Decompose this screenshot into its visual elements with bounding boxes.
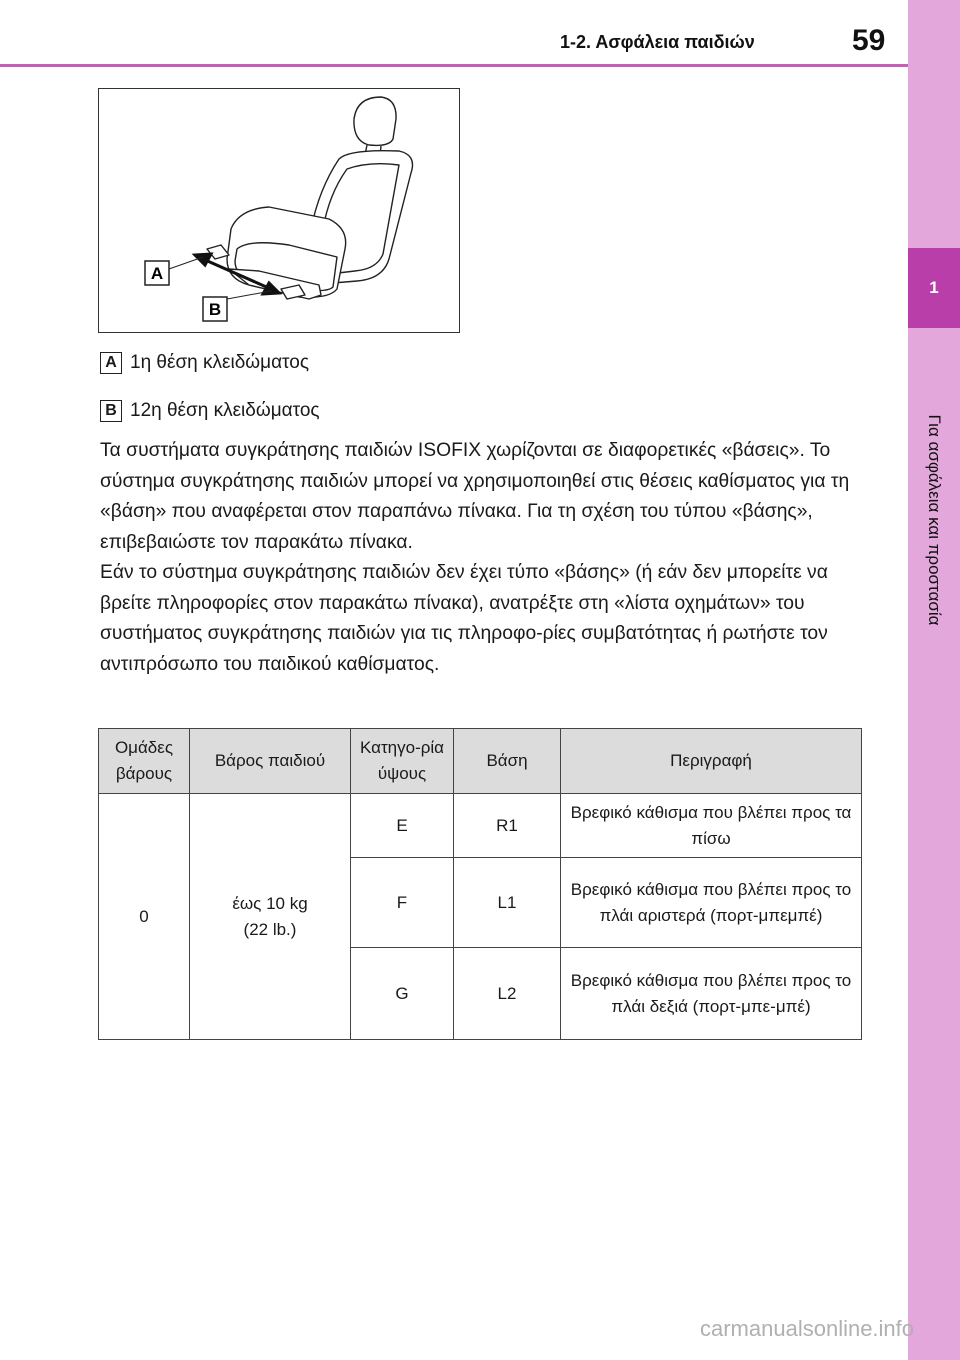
fixture-cell: L1 bbox=[454, 858, 561, 948]
callout-label-b: B bbox=[208, 300, 222, 319]
chapter-number: 1 bbox=[908, 248, 960, 328]
height-category-cell: F bbox=[351, 858, 454, 948]
child-weight-cell bbox=[190, 794, 351, 1040]
description-cell: Βρεφικό κάθισμα που βλέπει προς το πλάι δεξιά (πορτ-μπε-μπέ) bbox=[561, 948, 862, 1040]
headrest bbox=[354, 97, 396, 145]
legend-item-b bbox=[100, 400, 320, 422]
paragraph: Τα συστήματα συγκράτησης παιδιών ISOFIX χωρίζονται σε διαφορετικές «βάσεις». Το σύστημα συγκράτησης παιδιών μπορεί να χρησιμοποιηθεί στις θέσεις καθίσματος για τη «βάση» που αναφέρεται στον παραπάνω πίνακα. Για τη σχέση του τύπου «βάσης», επιβεβαιώστε τον παρακάτω πίνακα. bbox=[100, 440, 850, 553]
child-weight-line: (22 lb.) bbox=[243, 919, 297, 939]
callout-line-a bbox=[169, 257, 203, 269]
description-cell: Βρεφικό κάθισμα που βλέπει προς τα πίσω bbox=[561, 794, 862, 858]
table-header-row bbox=[99, 729, 862, 794]
fixture-cell: R1 bbox=[454, 794, 561, 858]
side-tab bbox=[908, 0, 960, 1360]
legend-key-a: A bbox=[100, 352, 122, 374]
section-title: 1-2. Ασφάλεια παιδιών bbox=[560, 32, 755, 52]
table-row bbox=[99, 794, 862, 858]
column-header: Περιγραφή bbox=[561, 729, 862, 794]
page-number: 59 bbox=[852, 24, 886, 57]
watermark: carmanualsonline.info bbox=[700, 1316, 915, 1341]
legend-text-b: 12η θέση κλειδώματος bbox=[130, 400, 320, 421]
callout-label-a: A bbox=[150, 264, 164, 283]
legend-item-a bbox=[100, 352, 309, 374]
header-rule bbox=[0, 64, 908, 67]
description-cell: Βρεφικό κάθισμα που βλέπει προς το πλάι αριστερά (πορτ-μπεμπέ) bbox=[561, 858, 862, 948]
fixture-cell: L2 bbox=[454, 948, 561, 1040]
weight-group-cell: 0 bbox=[99, 794, 190, 1040]
column-header: Κατηγο-ρία ύψους bbox=[351, 729, 454, 794]
column-header: Βάρος παιδιού bbox=[190, 729, 351, 794]
chapter-title: Για ασφάλεια και προστασία bbox=[925, 414, 944, 626]
child-weight-line: έως 10 kg bbox=[232, 893, 308, 913]
column-header: Ομάδες βάρους bbox=[99, 729, 190, 794]
legend-text-a: 1η θέση κλειδώματος bbox=[130, 352, 310, 373]
seat-illustration bbox=[98, 88, 460, 333]
isofix-fixture-table bbox=[98, 728, 862, 1040]
paragraph: Εάν το σύστημα συγκράτησης παιδιών δεν έχει τύπο «βάσης» (ή εάν δεν μπορείτε να βρείτε πληροφορίες στον παρακάτω πίνακα), ανατρέξτε στη «λίστα οχημάτων» του συστήματος συγκράτησης παιδιών για τις πληροφο-ρίες συμβατότητας ή ρωτήστε τον αντιπρόσωπο του παιδικού καθίσματος. bbox=[100, 562, 828, 675]
seat-drawing bbox=[99, 89, 459, 332]
height-category-cell: G bbox=[351, 948, 454, 1040]
body-text bbox=[100, 436, 870, 680]
legend-key-b: B bbox=[100, 400, 122, 422]
height-category-cell: E bbox=[351, 794, 454, 858]
column-header: Βάση bbox=[454, 729, 561, 794]
